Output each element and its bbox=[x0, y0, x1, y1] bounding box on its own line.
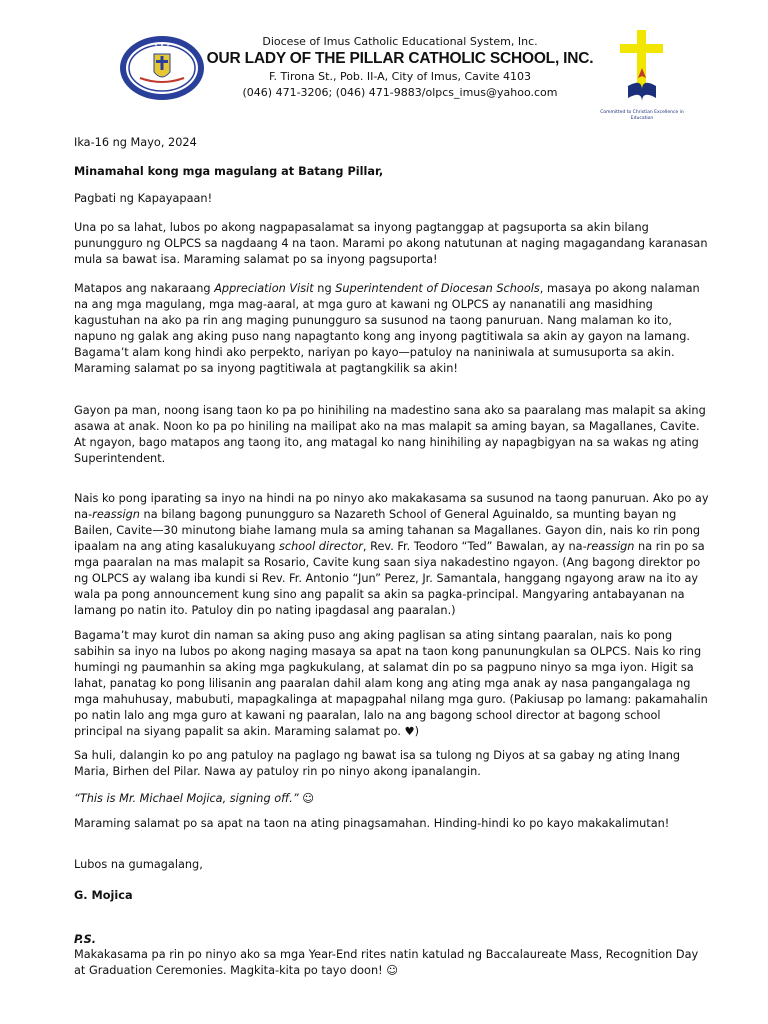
emphasis-text: Superintendent of Diocesan Schools bbox=[335, 282, 540, 295]
paragraph-line: Maraming salamat po sa inyong pagtitiwala at pagtangkilik sa akin! bbox=[74, 362, 458, 375]
paragraph-2 bbox=[74, 281, 714, 377]
paragraph-line: punungguro ng OLPCS sa nagdaang 4 na taon. Marami po akong natutunan at naging magagandang karanasan bbox=[74, 237, 708, 250]
text-run: na bilang bagong punungguro sa Nazareth School of General Aguinaldo, sa munting bayan ng bbox=[139, 508, 677, 521]
paragraph-line: Bagama’t may kurot din naman sa aking puso ang aking paglisan sa ating sintang paaralan, nais ko pong bbox=[74, 629, 673, 642]
school-contact: (046) 471-3206; (046) 471-9883/olpcs_imus@yahoo.com bbox=[242, 86, 558, 99]
paragraph-line: po natin lalo ang mga guro at kawani ng paaralan, lalo na ang bagong school director at bagong school bbox=[74, 709, 661, 722]
signature: G. Mojica bbox=[74, 889, 133, 902]
paragraph-line: Gayon pa man, noong isang taon ko pa po hinihiling na madestino sana ako sa paaralang mas malapit sa aking bbox=[74, 404, 706, 417]
salutation: Minamahal kong mga magulang at Batang Pillar, bbox=[74, 165, 384, 178]
emphasis-text: Appreciation Visit bbox=[214, 282, 314, 295]
paragraph-line: mga mahuhusay, mabubuti, mapagkalinga at mapagpahal nilang mga guro. (Pakiusap po lamang: pakamahalin bbox=[74, 693, 708, 706]
text-run: Matapos ang nakaraang bbox=[74, 282, 215, 295]
paragraph-line: lahat, panatag ko pong lilisanin ang paaralan dahil alam kong ang ating mga anak ay nasa pangangalaga ng bbox=[74, 677, 691, 690]
paragraph-line: mula sa bawat isa. Maraming salamat po sa inyong pagsuporta! bbox=[74, 253, 438, 266]
paragraph-line: Maria, Birhen del Pilar. Nawa ay patuloy rin po ninyo akong ipanalangin. bbox=[74, 765, 481, 778]
paragraph-line: Bagama’t alam kong hindi ako perpekto, nariyan po kayo—patuloy na naniniwala at sumusuporta sa akin. bbox=[74, 346, 675, 359]
paragraph-1 bbox=[74, 220, 714, 268]
letter-date: Ika-16 ng Mayo, 2024 bbox=[74, 136, 197, 149]
paragraph-line: kagustuhan na ako pa rin ang maging punungguro sa susunod na taong panuruan. Nang malaman ko ito, bbox=[74, 314, 672, 327]
paragraph-3 bbox=[74, 403, 714, 467]
paragraph-line: asawa at anak. Noon ko pa po hiniling na mailipat ako na mas malapit sa aming bayan, sa Magallanes, Cavite. bbox=[74, 420, 700, 433]
paragraph-line: Nais ko pong iparating sa inyo na hindi na po ninyo ako makakasama sa susunod na taong panuruan. Ako po ay bbox=[74, 492, 709, 505]
text-run: , masaya po akong nalaman bbox=[539, 282, 700, 295]
paragraph-line: mga paaralan na mas malapit sa Rosario, Cavite kung saan siya nakadestino ngayon. (Ang bagong direktor po bbox=[74, 556, 701, 569]
school-address: F. Tirona St., Pob. II-A, City of Imus, Cavite 4103 bbox=[268, 70, 532, 83]
paragraph-line: Bailen, Cavite—30 minutong biahe lamang mula sa aming tahanan sa Magallanes. Gayon din, nais ko rin pong bbox=[74, 524, 701, 537]
school-seal-icon bbox=[118, 34, 206, 102]
greeting: Pagbati ng Kapayapaan! bbox=[74, 192, 213, 205]
paragraph-6 bbox=[74, 748, 714, 780]
closing: Lubos na gumagalang, bbox=[74, 858, 203, 871]
paragraph-line: At ngayon, bago matapos ang taong ito, ang matagal ko nang hinihiling ay napagbigyan na sa wakas ng ating bbox=[74, 436, 699, 449]
paragraph-line bbox=[74, 281, 714, 297]
paragraph-4 bbox=[74, 491, 714, 619]
ps-label: P.S. bbox=[74, 933, 97, 946]
cross-and-book-icon bbox=[612, 28, 672, 106]
text-run: na- bbox=[74, 508, 93, 521]
signoff-quote: “This is Mr. Michael Mojica, signing off.” ☺ bbox=[74, 792, 315, 805]
paragraph-line: principal na siyang papalit sa akin. Maraming salamat po. ♥) bbox=[74, 725, 420, 738]
paragraph-line: Una po sa lahat, lubos po akong nagpapasalamat sa inyong pagtanggap at pagsuporta sa akin bilang bbox=[74, 221, 649, 234]
paragraph-line: Superintendent. bbox=[74, 452, 166, 465]
paragraph-line: na ang mga magulang, mga mag-aaral, at mga guro at kawani ng OLPCS ay nananatili ang masidhing bbox=[74, 298, 653, 311]
svg-text:★ ★ ★: ★ ★ ★ bbox=[153, 42, 171, 48]
paragraph-line bbox=[74, 539, 714, 555]
text-run: , Rev. Fr. Teodoro “Ted” Bawalan, ay na- bbox=[362, 540, 587, 553]
paragraph-line: humingi ng paumanhin sa aking mga pagkukulang, at salamat din po sa pagpuno ninyo sa mga iyon. Higit sa bbox=[74, 661, 694, 674]
paragraph-line: at Graduation Ceremonies. Magkita-kita po tayo doon! ☺ bbox=[74, 964, 399, 977]
diocese-name: Diocese of Imus Catholic Educational System, Inc. bbox=[262, 35, 538, 48]
emphasis-text: reassign bbox=[586, 540, 635, 553]
emphasis-text: reassign bbox=[92, 508, 140, 521]
paragraph-7: Maraming salamat po sa apat na taon na ating pinagsamahan. Hinding-hindi ko po kayo makakalimutan! bbox=[74, 817, 670, 830]
paragraph-line: lamang po natin ito. Patuloy din po nating ipagdasal ang paaralan.) bbox=[74, 604, 456, 617]
logo-motto: Committed to Christian Excellence in Education bbox=[600, 110, 684, 121]
text-run: ng bbox=[313, 282, 336, 295]
paragraph-line: sabihin sa inyo na lubos po akong naging masaya sa apat na taon kong panunungkulan sa OLPCS. Nais ko ring bbox=[74, 645, 702, 658]
text-run: na rin po sa bbox=[634, 540, 705, 553]
postscript bbox=[74, 947, 714, 979]
paragraph-line: wala pa pong announcement kung sino ang papalit sa akin sa pagka-principal. Mangyaring antabayanan na bbox=[74, 588, 685, 601]
school-name: OUR LADY OF THE PILLAR CATHOLIC SCHOOL, INC. bbox=[206, 50, 594, 67]
paragraph-line bbox=[74, 507, 714, 523]
paragraph-line: Sa huli, dalangin ko po ang patuloy na paglago ng bawat isa sa tulong ng Diyos at sa gabay ng ating Inang bbox=[74, 749, 681, 762]
paragraph-line: ng OLPCS ay walang iba kundi si Rev. Fr. Antonio “Jun” Perez, Jr. Samantala, hanggang ngayong araw na ito ay bbox=[74, 572, 699, 585]
paragraph-line: Makakasama pa rin po ninyo ako sa mga Year-End rites natin katulad ng Baccalaureate Mass, Recognition Day bbox=[74, 948, 699, 961]
letterhead bbox=[200, 35, 600, 101]
text-run: ipaalam na ang ating kasalukuyang bbox=[74, 540, 279, 553]
paragraph-5 bbox=[74, 628, 714, 740]
emphasis-text: school director bbox=[279, 540, 363, 553]
paragraph-line: napuno ng galak ang aking puso nang napagtanto kong ang inyong pagtitiwala sa akin ay gayon na lamang. bbox=[74, 330, 690, 343]
